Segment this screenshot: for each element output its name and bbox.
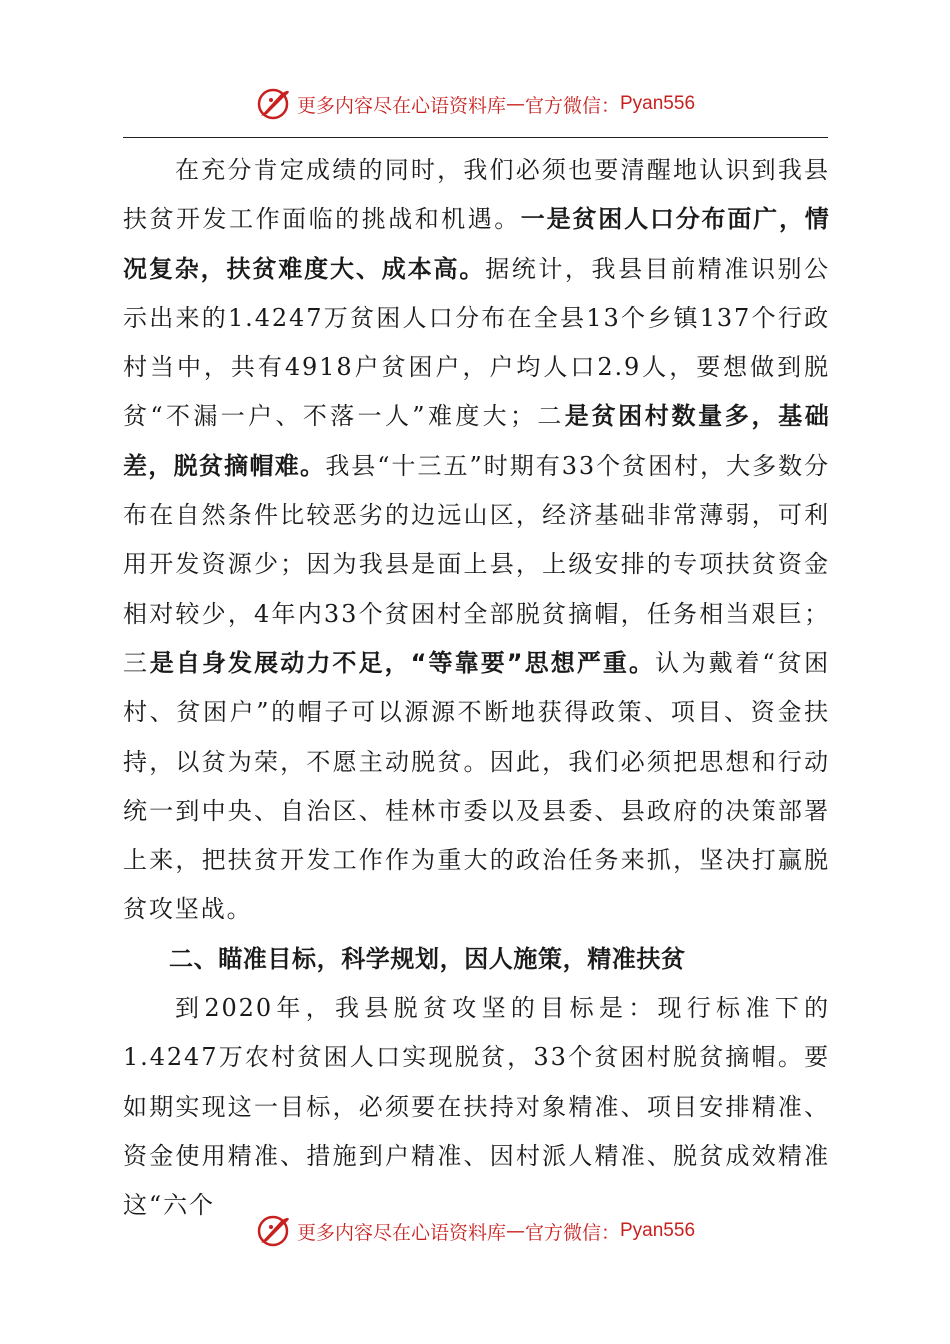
banner-separator: — bbox=[505, 93, 525, 115]
paragraph-text: 据统计，我县目前精准识别公示出来的1.4247万贫困人口分布在全县13个乡镇137个行政村当中，共有4918户贫困户，户均人口2.9人，要想做到脱贫“不漏一户、不落一人”难度大；二 bbox=[123, 254, 830, 431]
banner-wechat-label: 官方微信： bbox=[524, 1221, 620, 1244]
paragraph-text: 在充分肯定成绩的同时，我们必须也要清醒地认识到我县扶贫开发工作面临的挑战和机遇。 bbox=[123, 156, 830, 234]
paragraph-text: 我县“十三五”时期有33个贫困村，大多数分布在自然条件比较恶劣的边远山区，经济基础非常薄弱，可利用开发资源少；因为我县是面上县，上级安排的专项扶贫资金相对较少，4年内33个贫困村全部脱贫摘帽，任务相当艰巨；三 bbox=[123, 451, 830, 677]
paragraph-challenges bbox=[123, 146, 830, 935]
section-heading: 二、瞄准目标，科学规划，因人施策，精准扶贫 bbox=[169, 944, 686, 973]
paragraph-text: 认为戴着“贫困村、贫困户”的帽子可以源源不断地获得政策、项目、资金扶持，以贫为荣，不愿主动脱贫。因此，我们必须把思想和行动统一到中央、自治区、桂林市委以及县委、县政府的决策部署上来，把扶贫开发工作作为重大的政治任务来抓，坚决打赢脱贫攻坚战。 bbox=[123, 648, 831, 924]
bold-point-one: 一是贫困人口分布面广，情况复杂，扶贫难度大、成本高。 bbox=[123, 205, 831, 283]
document-body bbox=[123, 146, 830, 1231]
banner-text: 更多内容尽在心语资料库 bbox=[296, 94, 506, 117]
banner-text: 更多内容尽在心语资料库 bbox=[296, 1221, 506, 1244]
quill-logo-icon bbox=[255, 86, 291, 122]
banner-separator: — bbox=[505, 1220, 525, 1242]
footer-banner bbox=[0, 1209, 950, 1253]
quill-logo-icon bbox=[255, 1213, 291, 1249]
banner-wechat-label: 官方微信： bbox=[524, 94, 620, 117]
bold-point-three: 是自身发展动力不足，“等靠要”思想严重。 bbox=[149, 648, 656, 677]
paragraph-goals: 到2020年，我县脱贫攻坚的目标是：现行标准下的1.4247万农村贫困人口实现脱贫，33个贫困村脱贫摘帽。要如期实现这一目标，必须要在扶持对象精准、项目安排精准、资金使用精准、措施到户精准、因村派人精准、脱贫成效精准这“六个 bbox=[123, 994, 830, 1220]
header-rule bbox=[123, 137, 828, 138]
banner-wechat-id: Pyan556 bbox=[620, 93, 696, 114]
bold-point-two: 是贫困村数量多，基础差，脱贫摘帽难。 bbox=[123, 402, 831, 480]
banner-wechat-id: Pyan556 bbox=[620, 1220, 696, 1241]
header-banner bbox=[0, 82, 950, 126]
